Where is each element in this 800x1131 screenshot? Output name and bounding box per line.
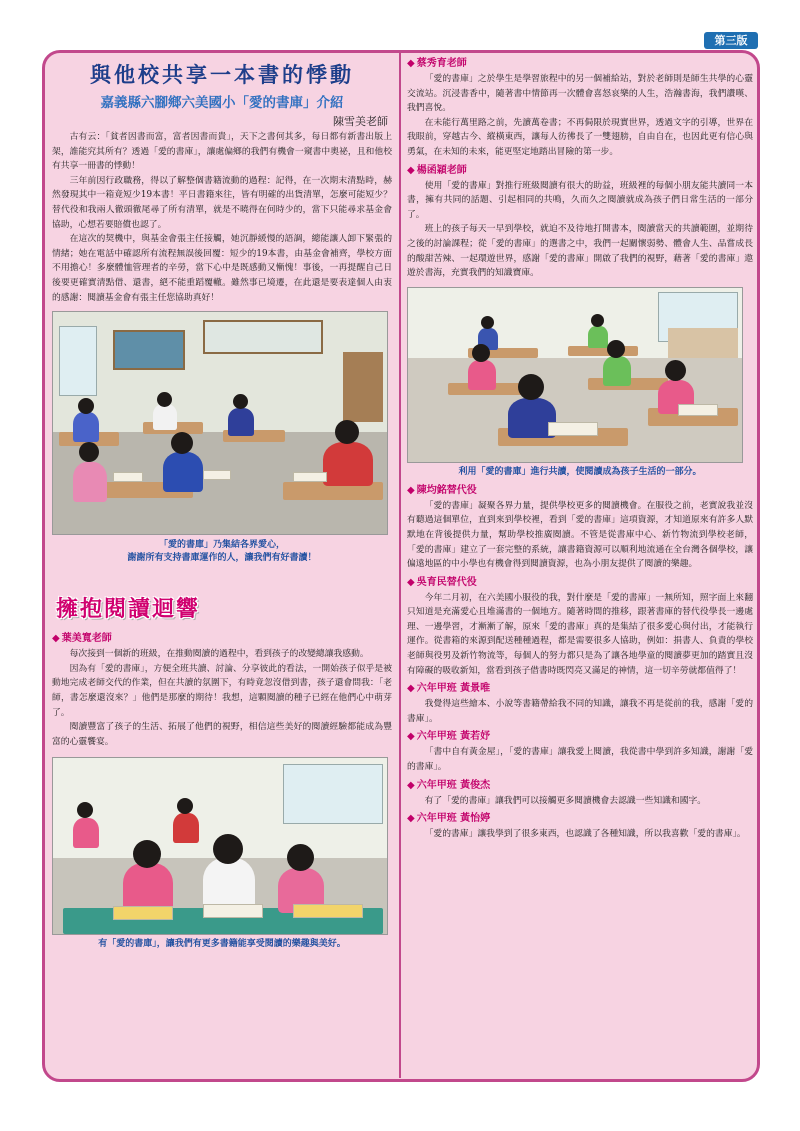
article-title: 與他校共享一本書的悸動	[90, 62, 354, 87]
article-paragraph: 「愛的書庫」之於學生是學習旅程中的另一個補給站，對於老師則是師生共學的心靈交流站。沉浸書香中，隨著書中情節再一次體會喜怒哀樂的人生，浩瀚書海，我們讚嘆、我們喜悅。	[407, 74, 753, 114]
classroom-photo-1	[52, 311, 388, 535]
article-author: 陳雪美老師	[333, 115, 388, 128]
diamond-bullet-icon: ◆	[407, 813, 415, 825]
speaker-name: 蔡秀育老師	[416, 58, 467, 69]
speaker-heading	[407, 681, 753, 697]
article-paragraph: 有了「愛的書庫」讓我們可以接觸更多閱讀機會去認識一些知識和國字。	[424, 795, 707, 806]
speaker-name: 葉美寬老師	[61, 633, 112, 645]
diamond-bullet-icon: ◆	[407, 164, 415, 176]
photo-3-caption: 利用「愛的書庫」進行共讀，使閱讀成為孩子生活的一部分。	[458, 466, 702, 477]
right-column	[407, 56, 753, 842]
article-paragraph: 在未能行萬里路之前，先讀萬卷書；不再侷限於現實世界，透過文字的引導，世界在我眼前，穿越古今、縱橫東西，讓每人彷彿長了一雙翅膀，自由自在，也因此更有信心與勇氣，在未知的未來，能更堅定地踏出冒險的第一步。	[407, 117, 753, 157]
speaker-name: 六年甲班 黃俊杰	[416, 779, 491, 791]
speaker-name: 六年甲班 黃怡婷	[416, 813, 491, 825]
page-number-badge: 第三版	[704, 32, 758, 49]
speaker-heading	[407, 811, 753, 827]
diamond-bullet-icon: ◆	[52, 633, 60, 645]
article-paragraph: 三年前因行政職務，得以了解整個書籍流動的過程：記得，在一次期末清點時，赫然發現其中一箱竟短少19本書！平日書籍來往，皆有明確的出貨清單，怎麼可能短少？替代役和我兩人徹頭徹尾尋了所有清單，就是不曉得在何時少的，當下只能尋求基金會協助，心想若要賠償也認了。	[52, 175, 392, 230]
speaker-heading	[407, 56, 753, 72]
speaker-heading	[407, 729, 753, 745]
left-column	[52, 56, 392, 951]
diamond-bullet-icon: ◆	[407, 683, 415, 695]
section-title: 擁抱閱讀迴響	[56, 597, 201, 623]
speaker-heading	[407, 575, 753, 591]
speaker-name: 吳育民替代役	[416, 576, 477, 588]
speaker-heading	[407, 778, 753, 794]
column-divider	[399, 52, 401, 1078]
speaker-heading	[407, 483, 753, 499]
article-paragraph: 「愛的書庫」讓我學到了很多東西，也認識了各種知識，所以我喜歡「愛的書庫」。	[424, 829, 746, 840]
classroom-photo-3	[407, 287, 743, 463]
article-paragraph: 「愛的書庫」凝聚各界力量，提供學校更多的閱讀機會。在服役之前，老實說我並沒有聽過這個單位，直到來到學校裡，看到「愛的書庫」這項資源，才知道原來有許多人默默地在背後提供力量，幫助學校推廣閱讀。不管是從書庫中心、新竹物流到學校老師，「愛的書庫」建立了一套完整的系統，讓書籍資源可以順利地流通在全台灣各個學校，讓偏遠地區的中小學也有機會得到閱讀資源，也為小朋友提供了閱讀的樂趣。	[407, 500, 753, 570]
speaker-name: 六年甲班 黃若妤	[416, 731, 491, 743]
article-paragraph: 班上的孩子每天一早到學校，就迫不及待地打開書本，閱讀當天的共讀範圍，並期待之後的討論課程；從「愛的書庫」的選書之中，我們一起關懷弱勢、體會人生、品嘗成長的酸甜苦辣、一起環遊世界，感謝「愛的書庫」開啟了我們的視野，藉著「愛的書庫」遨遊於書海，充實我們的知識寶庫。	[407, 224, 753, 279]
article-paragraph: 使用「愛的書庫」對推行班級閱讀有很大的助益，班級裡的每個小朋友能共讀同一本書，擁有共同的話題、引起相同的共鳴，久而久之閱讀就成為孩子們日常生活的一部分了。	[407, 180, 753, 220]
article-subtitle: 嘉義縣六腳鄉六美國小「愛的書庫」介紹	[100, 95, 344, 111]
speaker-heading	[52, 631, 392, 647]
speaker-name: 楊函穎老師	[416, 164, 467, 176]
diamond-bullet-icon: ◆	[407, 576, 415, 588]
article-paragraph: 古有云：「貧者因書而富，富者因書而貴」，天下之書何其多，每日都有新書出版上架，誰能究其所有？透過「愛的書庫」，讓處偏鄉的我們有機會一窺書中奧祕，且和他校有共享一冊書的悸動！	[52, 132, 392, 172]
article-paragraph: 在這次的契機中，與基金會張主任接觸，她沉靜緩慢的語調，總能讓人卸下緊張的情緒；她在電話中確認所有流程無誤後回覆：短少的19本書，由基金會補齊，學校方面不用擔心！多麼體恤管理者的辛勞，當下心中是既感動又慚愧！事後，一再提醒自己日後要更確實清點借、還書，絕不能重蹈覆轍。雖然事已境遷，在此還是要表達個人由衷的感謝：閱讀基金會有張主任您協助真好！	[52, 234, 392, 303]
article-paragraph: 閱讀豐富了孩子的生活、拓展了他們的視野，相信這些美好的閱讀經驗都能成為豐富的心靈饗宴。	[52, 722, 392, 747]
photo-1-caption-line: 謝謝所有支持書庫運作的人，讓我們有好書讀！	[127, 553, 317, 564]
classroom-photo-2	[52, 757, 388, 935]
speaker-heading	[407, 163, 753, 179]
speaker-name: 陳均銘替代役	[416, 484, 477, 496]
photo-1-caption-line: 「愛的書庫」乃集結各界愛心，	[158, 540, 285, 551]
article-paragraph: 我覺得這些繪本、小說等書籍帶給我不同的知識，讓我不再是從前的我，感謝「愛的書庫」。	[407, 699, 753, 724]
article-paragraph: 「書中自有黃金屋」，「愛的書庫」讓我愛上閱讀，我從書中學到許多知識，謝謝「愛的書庫」。	[407, 747, 753, 773]
diamond-bullet-icon: ◆	[407, 484, 415, 496]
speaker-name: 六年甲班 黃景唯	[416, 683, 491, 695]
article-paragraph: 因為有「愛的書庫」，方便全班共讀、討論、分享彼此的看法，一開始孩子似乎是被動地完成老師交代的作業，但在共讀的氛圍下，有時竟忽沒借到書，孩子還會問我：「老師，書怎麼還沒來？」他們是那麼的期待！我想，這顆閱讀的種子已經在他們心中萌芽了。	[52, 663, 392, 718]
diamond-bullet-icon: ◆	[407, 58, 415, 69]
photo-1-caption	[52, 539, 392, 565]
article-paragraph: 每次接到一個新的班級，在推動閱讀的過程中，看到孩子的改變總讓我感動。	[69, 649, 369, 660]
article-paragraph: 今年二月初，在六美國小服役的我，對什麼是「愛的書庫」一無所知，照字面上來翻只知道是充滿愛心且堆滿書的一個地方。隨著時間的推移，跟著書庫的替代役學長一邊處理、一邊學習，才漸漸了解，原來「愛的書庫」真的是集結了很多愛心與付出，才能執行運作。從書箱的來源到配送種種過程，都是需要很多人協助，例如：捐書人、負責的學校老師與役男及新竹物流等，每個人的努力都只是為了讓各地學童的閱讀夢更加的踏實且沒有障礙的吸收新知，當看到孩子借書時既閃亮又滿足的神情，這一切辛勞就都值得了！	[407, 592, 753, 676]
photo-2-caption: 有「愛的書庫」，讓我們有更多書籍能享受閱讀的樂趣與美好。	[98, 939, 346, 950]
diamond-bullet-icon: ◆	[407, 731, 415, 743]
diamond-bullet-icon: ◆	[407, 779, 415, 791]
